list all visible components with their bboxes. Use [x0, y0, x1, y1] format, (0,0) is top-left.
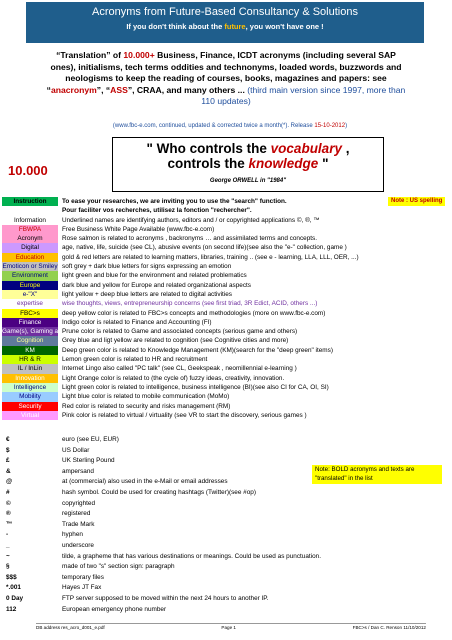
legend-row: [2, 234, 446, 243]
legend-row: [2, 271, 446, 280]
legend-text: To ease your researches, we are inviting you to use the "search" function.: [62, 198, 287, 205]
legend-text: Light Orange color is related to (the cycle of) fuzzy ideas, creativity, innovation.: [62, 374, 285, 382]
legend-text: gold & red letters are related to learning matters, libraries, training .. (see e - learning, LLA, LLL, OER, ...): [62, 253, 359, 261]
us-spelling-note: Note : US spelling: [388, 197, 445, 206]
release-text[interactable]: (www.fbc-e.com, continued, updated & corrected twice a month(*). Release: [112, 123, 315, 129]
legend-text: Light blue color is related to mobile communication (MoMo): [62, 393, 230, 401]
symbol-meaning: Trade Mark: [62, 520, 95, 528]
legend-text: Internet Lingo also called "PC talk" (see CL, Geekspeak , neomillennial e-learning ): [62, 365, 297, 373]
symbol-key: ®: [6, 510, 11, 518]
release-close: ): [345, 123, 348, 129]
symbol-row: [4, 541, 448, 552]
legend-text: Indigo color is related to Finance and Accounting (FI): [62, 318, 212, 326]
legend-row: [2, 364, 446, 373]
symbol-key: _: [6, 541, 10, 549]
symbol-key: ™: [6, 520, 13, 528]
symbol-row: [4, 583, 448, 594]
banner-title: Acronyms from Future-Based Consultancy & Solutions: [92, 6, 358, 18]
legend-label: Virtual: [2, 411, 58, 420]
legend-label: Game(s), Gaming and more: [2, 328, 82, 336]
quote-line2-pre: controls the: [167, 156, 249, 171]
legend-label: FBC>s: [2, 309, 58, 318]
symbol-meaning: tilde, a grapheme that has various destinations or meanings. Could be used as punctuation.: [62, 552, 321, 560]
legend-text: soft grey + dark blue letters for signs expressing an emotion: [62, 263, 232, 271]
symbol-key: $$$: [6, 573, 17, 581]
legend-label: Information: [2, 216, 58, 225]
legend-label: Education: [2, 253, 58, 262]
legend-text: wise thoughts, views, entrepreneurship concerns (see first triad, 3R Edict, ACID, others ...): [62, 300, 318, 308]
symbol-key: €: [6, 436, 10, 443]
intro-part-3: : see “: [46, 73, 387, 95]
symbol-key: 0 Day: [6, 594, 24, 602]
symbol-key: $: [6, 446, 10, 454]
bold-note: Note: BOLD acronyms and texts are "translated" in the list: [312, 465, 442, 484]
legend-text: Rose salmon is related to acronyms , backronyms … and assimilated terms and concepts.: [62, 235, 318, 243]
legend-label: Security: [2, 402, 58, 411]
symbol-meaning: FTP server supposed to be moved within the next 24 hours to another IP.: [62, 594, 269, 602]
symbol-meaning: temporary files: [62, 573, 104, 581]
quote-author: George ORWELL in "1984": [209, 178, 287, 184]
symbol-meaning: hash symbol. Could be used for creating hashtags (Twitter)(see #op): [62, 488, 256, 496]
symbol-key: -: [6, 531, 9, 539]
legend-text: Grey blue and ligt yellow are related to cognition (see Cognitive cities and more): [62, 337, 289, 345]
symbol-meaning: copyrighted: [62, 499, 96, 507]
intro-part-4: ”, “: [96, 84, 111, 95]
legend-label: IL / InLin: [2, 364, 58, 373]
symbol-row: [4, 499, 448, 510]
color-legend-table: [2, 197, 446, 420]
legend-text: Deep green color is related to Knowledge Management (KM)(search for the "deep green" items): [62, 346, 333, 354]
banner-subtitle: [26, 22, 424, 31]
symbol-row: [4, 509, 448, 520]
quote-knowledge: knowledge: [248, 156, 319, 171]
symbol-meaning: US Dollar: [62, 446, 90, 454]
orwell-quote-box: [112, 137, 384, 192]
symbol-key: £: [6, 457, 10, 465]
symbol-key: @: [6, 478, 13, 486]
legend-label: Europe: [2, 281, 58, 290]
symbol-row: [4, 605, 448, 616]
quote-line2-post: ": [318, 156, 329, 171]
symbol-meaning: underscore: [62, 541, 94, 549]
symbol-meaning: hyphen: [62, 531, 83, 539]
intro-version: (third main version since 1997, more than 110 updates): [201, 84, 406, 106]
legend-text: Underlined names are identifying authors, editors and / or copyrighted applications ©, ®, ™: [62, 216, 320, 224]
release-date: 15-10-2012: [314, 123, 346, 129]
symbol-row: [4, 446, 448, 457]
symbol-meaning: European emergency phone number: [62, 605, 167, 613]
legend-row: [2, 216, 446, 225]
intro-part-1: “Translation” of: [56, 50, 124, 60]
banner-subtitle-pre: If you don't think about the: [126, 22, 225, 31]
legend-text: Prune color is related to Game and associated concepts (serious game and others): [62, 328, 298, 336]
legend-row: [2, 327, 446, 336]
symbol-meaning: ampersand: [62, 467, 94, 475]
symbol-key: ~: [6, 552, 10, 560]
legend-label: Digital: [2, 243, 58, 252]
symbol-key: &: [6, 467, 11, 475]
legend-text: Light green color is related to intelligence, business intelligence (BI)(see also CI for CA, OI, SI): [62, 383, 329, 391]
intro-count: 10.000+: [123, 50, 155, 60]
intro-anacronym: anacronym: [50, 84, 97, 95]
symbol-key: §: [6, 563, 10, 571]
legend-row: [2, 281, 446, 290]
intro-paragraph: [46, 50, 406, 108]
legend-text: Pour faciliter vos recherches, utilisez la fonction "rechercher".: [62, 207, 252, 215]
legend-text: deep yellow color is related to FBC>s concepts and methodologies (more on www.fbc-e.com): [62, 309, 326, 317]
footer-file: DB address res_acro_d001_e.pdf: [36, 625, 105, 630]
symbol-row: [4, 552, 448, 563]
page-footer: [36, 623, 426, 630]
symbol-key: #: [6, 488, 10, 496]
legend-text: Red color is related to security and risks management (RM): [62, 402, 231, 410]
legend-label: HR & R: [2, 355, 58, 364]
legend-label: [2, 206, 58, 215]
legend-label: FBWPA: [2, 225, 58, 234]
legend-label: Cognition: [2, 336, 58, 345]
intro-ass: ASS: [110, 84, 128, 95]
banner-subtitle-post: , you won't have one !: [245, 22, 324, 31]
banner-subtitle-highlight: future: [224, 22, 246, 31]
symbol-meaning: at (commercial) also used in the e-Mail or email addresses: [62, 478, 228, 486]
quote-vocabulary: vocabulary: [270, 141, 342, 156]
legend-text: light yellow + deep blue letters are related to digital activities: [62, 290, 232, 298]
intro-part-5: ”, CRAA, and many others ...: [127, 84, 248, 95]
legend-row: [2, 402, 446, 411]
footer-page: Page 1: [221, 625, 236, 630]
legend-row: [2, 243, 446, 252]
legend-label: Acronym: [2, 234, 58, 243]
legend-row: [2, 197, 446, 206]
legend-row: [2, 411, 446, 420]
legend-row: [2, 262, 446, 271]
quote-line1-post: ,: [341, 141, 350, 156]
intro-part-2: Business, Finance, ICDT acronyms (including several SAP ones), initialisms, tech terms oddities and technonyms, loaded words, buzzwords and neologisms to keep the reading of courses, books, magazines and papers: [50, 50, 402, 83]
quote-line1-pre: " Who controls the: [146, 141, 271, 156]
symbol-row: [4, 488, 448, 499]
legend-row: [2, 253, 446, 262]
symbol-key: ©: [6, 499, 11, 507]
legend-row: [2, 374, 446, 383]
symbol-key: 112: [6, 605, 17, 613]
symbol-row: [4, 562, 448, 573]
legend-text: light green and blue for the environment and related problematics: [62, 272, 247, 280]
legend-label: Environment: [2, 271, 58, 280]
legend-label: Innovation: [2, 374, 58, 383]
legend-label: Mobility: [2, 392, 58, 401]
symbol-meaning: Hayes JT Fax: [62, 584, 102, 592]
symbol-meaning: UK Sterling Pound: [62, 457, 115, 465]
symbol-row: [4, 573, 448, 584]
symbol-meaning: registered: [62, 510, 91, 518]
legend-text: Pink color is related to virtual / virtuality (see VR to start the discovery, serious games ): [62, 411, 307, 419]
symbol-meaning: made of two "s" section sign: paragraph: [62, 563, 175, 571]
legend-row: [2, 225, 446, 234]
symbol-row: [4, 530, 448, 541]
legend-row: [2, 355, 446, 364]
legend-text: Free Business White Page Available (www.fbc-e.com): [62, 225, 215, 233]
legend-text: age, native, life, suicide (see CL), abusive events (on second life)(see also the "e-" collection, game ): [62, 244, 347, 252]
acronym-counter: 10.000: [8, 163, 48, 178]
legend-text: dark blue and yellow for Europe and related organizational aspects: [62, 281, 251, 289]
legend-row: [2, 309, 446, 318]
symbol-row: [4, 594, 448, 605]
footer-author: FBC>s / Dan C. Renson 11/10/2012: [352, 625, 426, 630]
legend-row: [2, 318, 446, 327]
symbol-list: [4, 435, 448, 615]
legend-label: e-"X": [2, 290, 58, 299]
legend-text: Lemon green color is related to HR and recruitment: [62, 356, 208, 364]
legend-label: Instruction: [2, 197, 58, 206]
legend-label: KM: [2, 346, 58, 355]
legend-label: Emoticon or Smiley: [2, 263, 58, 271]
legend-row: [2, 383, 446, 392]
symbol-key: *.001: [6, 584, 21, 592]
quote-text: [113, 138, 383, 171]
legend-row: [2, 336, 446, 345]
symbol-row: [4, 520, 448, 531]
legend-row: [2, 392, 446, 401]
legend-row: [2, 206, 446, 215]
symbol-meaning: euro (see EU, EUR): [62, 436, 119, 443]
legend-row: [2, 346, 446, 355]
legend-label: Intelligence: [2, 383, 58, 392]
legend-label: Finance: [2, 318, 58, 327]
symbol-row: [4, 435, 448, 446]
legend-label: expertise: [2, 299, 58, 308]
legend-row: [2, 290, 446, 299]
release-line: [60, 123, 400, 129]
header-banner: [26, 2, 424, 43]
legend-row: [2, 299, 446, 308]
